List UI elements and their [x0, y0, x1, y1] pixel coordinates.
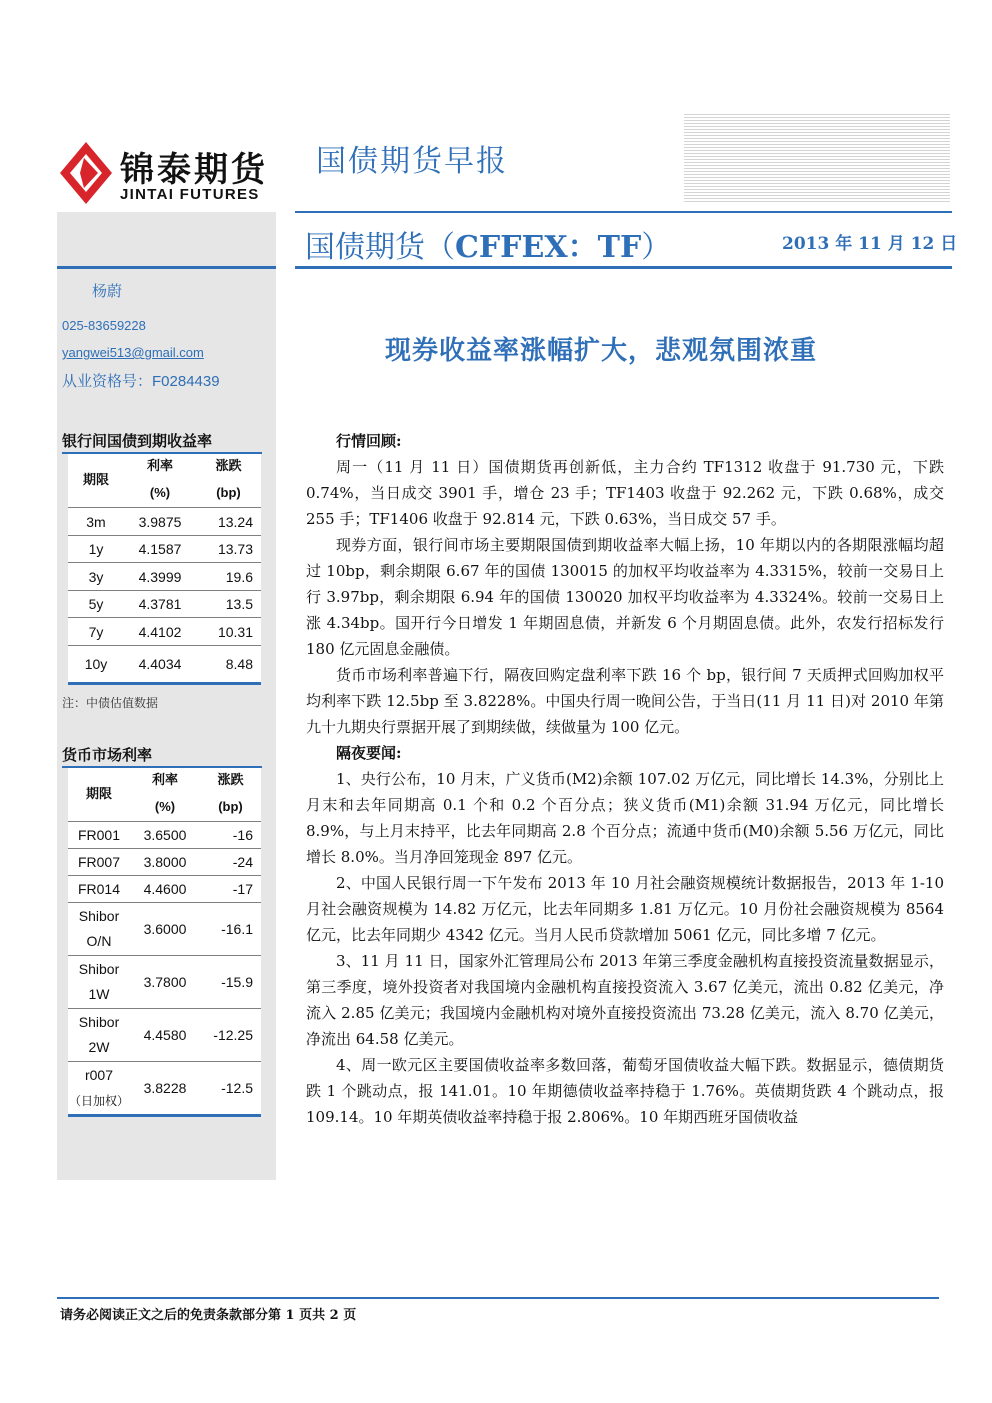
term-cell: 5y	[68, 591, 124, 618]
change-cell: -15.9	[200, 956, 261, 1009]
term-cell	[68, 956, 130, 1009]
table-row	[68, 903, 261, 956]
table-row	[68, 563, 261, 591]
news-paragraph: 4、周一欧元区主要国债收益率多数回落，葡萄牙国债收益大幅下跌。数据显示，德债期货跌 1 个跳动点，报 141.01。10 年期德债收益率持稳于 1.76%。英债期货跌 4 个跳动点，报 109.14。10 年期英债收益率持稳于报 2.806%。10 年期西班牙国债收益	[306, 1056, 944, 1126]
term-name: r007	[84, 1066, 114, 1083]
change-cell: 10.31	[196, 618, 261, 646]
rate-cell: 3.6500	[130, 822, 200, 849]
logo-name-cn: 锦泰期货	[120, 150, 268, 190]
rate-cell: 3.9875	[124, 508, 196, 536]
term-cell: FR014	[68, 876, 130, 903]
table-row	[68, 876, 261, 903]
header-rate-unit: (%)	[149, 485, 171, 500]
change-cell: -17	[200, 876, 261, 903]
term-tenor: O/N	[86, 933, 112, 949]
change-cell: -12.5	[200, 1062, 261, 1116]
change-cell: 13.24	[196, 508, 261, 536]
header-rate-unit: (%)	[154, 799, 176, 814]
product-code: CFFEX：TF	[455, 230, 642, 265]
header-change-label: 涨跌	[215, 459, 242, 474]
term-cell: 3y	[68, 563, 124, 591]
change-cell: 13.73	[196, 536, 261, 563]
term-name: Shibor	[78, 1014, 120, 1030]
header-change	[200, 768, 261, 822]
analyst-email-link[interactable]: yangwei513@gmail.com	[62, 345, 204, 360]
header-term: 期限	[68, 768, 130, 822]
sidebar-rule	[57, 266, 276, 269]
term-cell: 3m	[68, 508, 124, 536]
header-rule-top	[295, 211, 952, 213]
news-paragraph: 3、11 月 11 日，国家外汇管理局公布 2013 年第三季度金融机构直接投资流量数据显示，第三季度，境外投资者对我国境内金融机构直接投资流入 3.67 亿美元，流出 0.82 亿美元，净流入 2.85 亿美元；我国境内金融机构对境外直接投资流出 73.28 亿美元，流入 8.70 亿美元，净流出 64.58 亿美元。	[306, 952, 944, 1048]
change-cell: 19.6	[196, 563, 261, 591]
product-prefix: 国债期货（	[305, 230, 455, 265]
table-header-row	[68, 768, 261, 822]
term-cell	[68, 1009, 130, 1062]
analyst-name: 杨蔚	[92, 283, 123, 300]
footer-rule	[57, 1297, 939, 1299]
term-tenor: 2W	[88, 1039, 110, 1055]
table-note: 注：中债估值数据	[62, 696, 159, 710]
change-cell: 8.48	[196, 646, 261, 684]
report-body	[306, 428, 944, 1130]
header-rule-bottom	[295, 266, 952, 269]
money-market-title: 货币市场利率	[62, 746, 153, 764]
rate-cell: 4.4102	[124, 618, 196, 646]
term-cell	[68, 1062, 130, 1116]
rate-cell: 3.8000	[130, 849, 200, 876]
analyst-phone: 025-83659228	[62, 318, 146, 333]
rate-cell: 4.1587	[124, 536, 196, 563]
product-header	[305, 222, 671, 266]
table-header-row	[68, 454, 261, 508]
money-market-table	[68, 768, 261, 1117]
bond-yield-title: 银行间国债到期收益率	[62, 432, 213, 450]
term-cell: 1y	[68, 536, 124, 563]
rate-cell: 4.4580	[130, 1009, 200, 1062]
decorative-stripes	[684, 114, 950, 204]
news-paragraph: 1、央行公布，10 月末，广义货币(M2)余额 107.02 万亿元，同比增长 14.3%，分别比上月末和去年同期高 0.1 个和 0.2 个百分点；狭义货币(M1)余额 31.94 万亿元，同比增长 8.9%，与上月末持平，比去年同期高 2.8 个百分点；流通中货币(M0)余额 5.56 万亿元，同比增长 8.0%。当月净回笼现金 897 亿元。	[306, 770, 944, 866]
rate-cell: 3.7800	[130, 956, 200, 1009]
headline: 现券收益率涨幅扩大，悲观氛围浓重	[385, 336, 818, 366]
body-paragraph: 货币市场利率普遍下行，隔夜回购定盘利率下跌 16 个 bp，银行间 7 天质押式回购加权平均利率下跌 12.5bp 至 3.8228%。中国央行周一晚间公告，于当日(11 月 11 日)对 2010 年第九十九期央行票据开展了到期续做，续做量为 100 亿元。	[306, 666, 944, 736]
product-suffix: ）	[641, 230, 672, 265]
news-heading: 隔夜要闻:	[336, 744, 402, 762]
report-date: 2013 年 11 月 12 日	[782, 234, 958, 254]
report-title: 国债期货早报	[316, 144, 508, 179]
logo-emblem-icon	[58, 140, 114, 206]
change-cell: 13.5	[196, 591, 261, 618]
table-row	[68, 822, 261, 849]
table-row	[68, 508, 261, 536]
header-change-label: 涨跌	[217, 773, 244, 788]
news-paragraph: 2、中国人民银行周一下午发布 2013 年 10 月社会融资规模统计数据报告，2013 年 1-10 月社会融资规模为 14.82 万亿元，比去年同期多 1.81 万亿元。10 月份社会融资规模为 8564 亿元，比去年同期少 4342 亿元。当月人民币贷款增加 5061 亿元，同比多增 7 亿元。	[306, 874, 944, 944]
table-row	[68, 849, 261, 876]
change-cell: -24	[200, 849, 261, 876]
footer-text: 请务必阅读正文之后的免责条款部分第 1 页共 2 页	[60, 1308, 357, 1323]
term-cell	[68, 903, 130, 956]
analyst-certificate: 从业资格号：F0284439	[62, 373, 220, 390]
rate-cell: 3.8228	[130, 1062, 200, 1116]
table-row	[68, 591, 261, 618]
header-rate-label: 利率	[146, 459, 173, 474]
header-term: 期限	[68, 454, 124, 508]
body-paragraph: 周一（11 月 11 日）国债期货再创新低，主力合约 TF1312 收盘于 91.730 元，下跌 0.74%，当日成交 3901 手，增仓 23 手；TF1403 收盘于 92.262 元，下跌 0.68%，成交 255 手；TF1406 收盘于 92.814 元，下跌 0.63%，当日成交 57 手。	[306, 458, 944, 528]
bond-yield-table	[68, 454, 261, 685]
header-change-unit: (bp)	[216, 485, 241, 500]
table-row	[68, 1062, 261, 1116]
change-cell: -16	[200, 822, 261, 849]
table-row	[68, 956, 261, 1009]
term-tenor: 1W	[88, 986, 110, 1002]
term-cell: 7y	[68, 618, 124, 646]
company-logo	[58, 140, 283, 206]
table-row	[68, 536, 261, 563]
market-review-heading: 行情回顾:	[336, 432, 402, 450]
term-name: Shibor	[78, 961, 120, 977]
rate-cell: 4.4034	[124, 646, 196, 684]
change-cell: -16.1	[200, 903, 261, 956]
term-name: Shibor	[78, 908, 120, 924]
table-row	[68, 646, 261, 684]
rate-cell: 3.6000	[130, 903, 200, 956]
header-rate	[124, 454, 196, 508]
term-tenor: （日加权）	[68, 1093, 129, 1108]
term-cell: FR001	[68, 822, 130, 849]
change-cell: -12.25	[200, 1009, 261, 1062]
header-rate	[130, 768, 200, 822]
term-cell: 10y	[68, 646, 124, 684]
header-rate-label: 利率	[151, 773, 178, 788]
logo-name-en: JINTAI FUTURES	[120, 186, 260, 203]
rate-cell: 4.3999	[124, 563, 196, 591]
body-paragraph: 现券方面，银行间市场主要期限国债到期收益率大幅上扬，10 年期以内的各期限涨幅均超过 10bp，剩余期限 6.67 年的国债 130015 的加权平均收益率为 4.3315%，较前一交易日上行 3.97bp，剩余期限 6.94 年的国债 130020 加权平均收益率为 4.3324%。较前一交易日上涨 4.34bp。国开行今日增发 1 年期固息债，并新发 6 个月期固息债。此外，农发行招标发行 180 亿元固息金融债。	[306, 536, 944, 658]
header-change	[196, 454, 261, 508]
table-row	[68, 618, 261, 646]
table-row	[68, 1009, 261, 1062]
rate-cell: 4.3781	[124, 591, 196, 618]
term-cell: FR007	[68, 849, 130, 876]
rate-cell: 4.4600	[130, 876, 200, 903]
header-change-unit: (bp)	[218, 799, 243, 814]
